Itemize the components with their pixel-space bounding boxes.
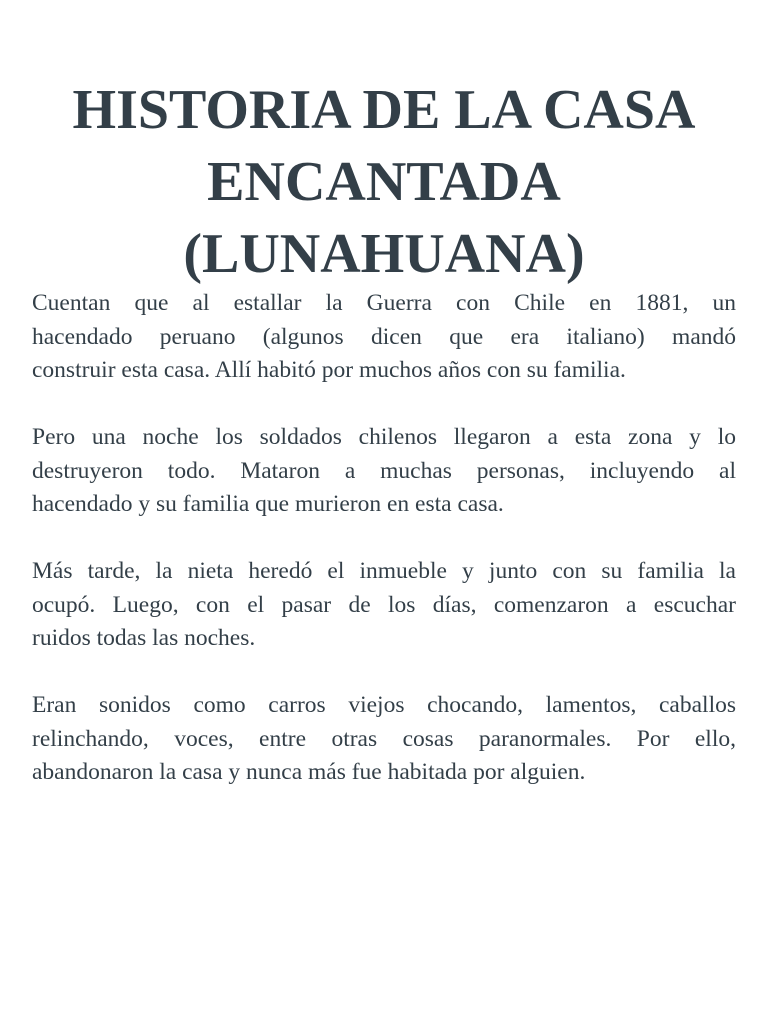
- text-line: construir esta casa. Allí habitó por muchos años con su familia.: [32, 357, 626, 383]
- paragraph-3: [32, 555, 736, 656]
- text-line: Cuentan que al estallar la Guerra con Chile en 1881, un: [32, 290, 736, 316]
- text-line: ruidos todas las noches.: [32, 625, 256, 651]
- paragraph-4: [32, 689, 736, 790]
- text-line: ocupó. Luego, con el pasar de los días, comenzaron a escuchar: [32, 591, 736, 618]
- title-line: (LUNAHUANA): [183, 223, 585, 285]
- title-line: ENCANTADA: [207, 151, 561, 213]
- text-line: abandonaron la casa y nunca más fue habitada por alguien.: [32, 759, 586, 785]
- text-line: Más tarde, la nieta heredó el inmueble y junto con su familia la: [32, 558, 736, 584]
- text-line: destruyeron todo. Mataron a muchas personas, incluyendo al: [32, 457, 736, 484]
- text-line: Pero una noche los soldados chilenos llegaron a esta zona y lo: [32, 424, 736, 450]
- paragraph-2: [32, 421, 736, 522]
- text-line: hacendado y su familia que murieron en esta casa.: [32, 491, 504, 517]
- text-line: relinchando, voces, entre otras cosas paranormales. Por ello,: [32, 725, 736, 752]
- text-line: hacendado peruano (algunos dicen que era italiano) mandó: [32, 323, 736, 350]
- text-line: Eran sonidos como carros viejos chocando, lamentos, caballos: [32, 692, 736, 718]
- paragraph-1: [32, 287, 736, 388]
- story-body: [32, 287, 736, 823]
- title-line: HISTORIA DE LA CASA: [72, 79, 696, 141]
- page-title: [20, 74, 748, 290]
